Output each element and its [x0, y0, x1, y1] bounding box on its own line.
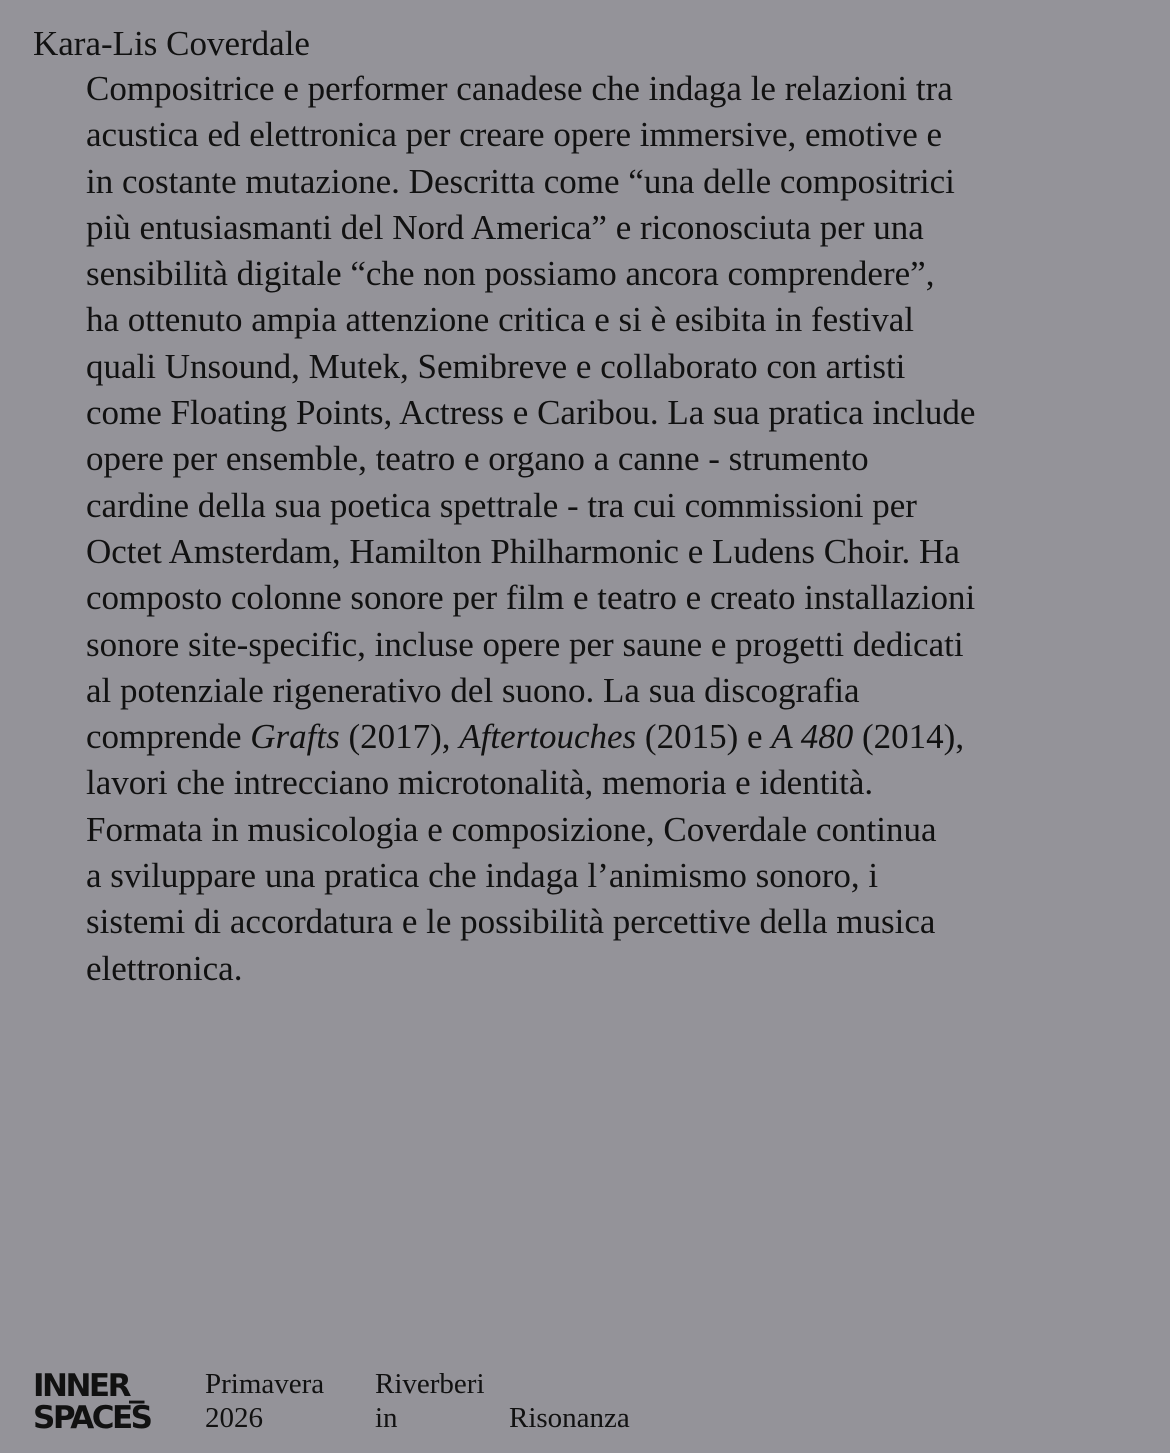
bio-line: Formata in musicologia e composizione, Coverdale continua — [86, 809, 937, 849]
album-title-grafts: Grafts — [250, 717, 340, 757]
bio-line: al potenziale rigenerativo del suono. La sua discografia — [86, 670, 860, 710]
year-label: 2026 — [205, 1402, 263, 1434]
bio-line: ha ottenuto ampia attenzione critica e si è esibita in festival — [86, 300, 915, 340]
bio-line: lavori che intrecciano microtonalità, memoria e identità. — [86, 763, 874, 803]
bio-line: quali Unsound, Mutek, Semibreve e collaborato con artisti — [86, 346, 906, 386]
footer — [33, 1368, 833, 1438]
album-title-a480: A 480 — [771, 717, 854, 757]
bio-line: cardine della sua poetica spettrale - tra cui commissioni per — [86, 485, 917, 525]
discography-prefix: comprende — [86, 717, 251, 757]
artist-bio — [86, 66, 1156, 992]
bio-line: elettronica. — [86, 948, 243, 988]
inner-spaces-logo — [33, 1368, 151, 1436]
series-word-3: Risonanza — [509, 1402, 630, 1434]
series-word-2: in — [375, 1402, 398, 1434]
bio-line: Compositrice e performer canadese che indaga le relazioni tra — [86, 69, 953, 108]
album-year-a480: (2014), — [853, 717, 965, 757]
bio-line: sensibilità digitale “che non possiamo ancora comprendere”, — [86, 254, 935, 294]
bio-line: più entusiasmanti del Nord America” e riconosciuta per una — [86, 207, 924, 247]
logo-line-1: INNER_ — [33, 1368, 142, 1404]
series-word-1: Riverberi — [375, 1368, 485, 1400]
bio-line: sistemi di accordatura e le possibilità percettive della musica — [86, 902, 936, 942]
bio-line: come Floating Points, Actress e Caribou. La sua pratica include — [86, 393, 976, 433]
season-label: Primavera — [205, 1368, 325, 1400]
bio-line: in costante mutazione. Descritta come “una delle compositrici — [86, 161, 955, 201]
bio-line: acustica ed elettronica per creare opere immersive, emotive e — [86, 115, 943, 155]
bio-line: Octet Amsterdam, Hamilton Philharmonic e Ludens Choir. Ha — [86, 531, 960, 571]
album-title-aftertouches: Aftertouches — [459, 717, 637, 757]
artist-name: Kara-Lis Coverdale — [33, 24, 310, 63]
bio-line: a sviluppare una pratica che indaga l’animismo sonoro, i — [86, 856, 879, 896]
bio-discography-line — [86, 714, 1156, 760]
bio-line: composto colonne sonore per film e teatro e creato installazioni — [86, 578, 976, 618]
album-year-grafts: (2017), — [339, 717, 460, 757]
bio-line: opere per ensemble, teatro e organo a canne - strumento — [86, 439, 869, 479]
album-year-aftertouches: (2015) e — [636, 717, 772, 757]
bio-line: sonore site-specific, incluse opere per saune e progetti dedicati — [86, 624, 964, 664]
logo-line-2: SPACES — [33, 1400, 151, 1436]
